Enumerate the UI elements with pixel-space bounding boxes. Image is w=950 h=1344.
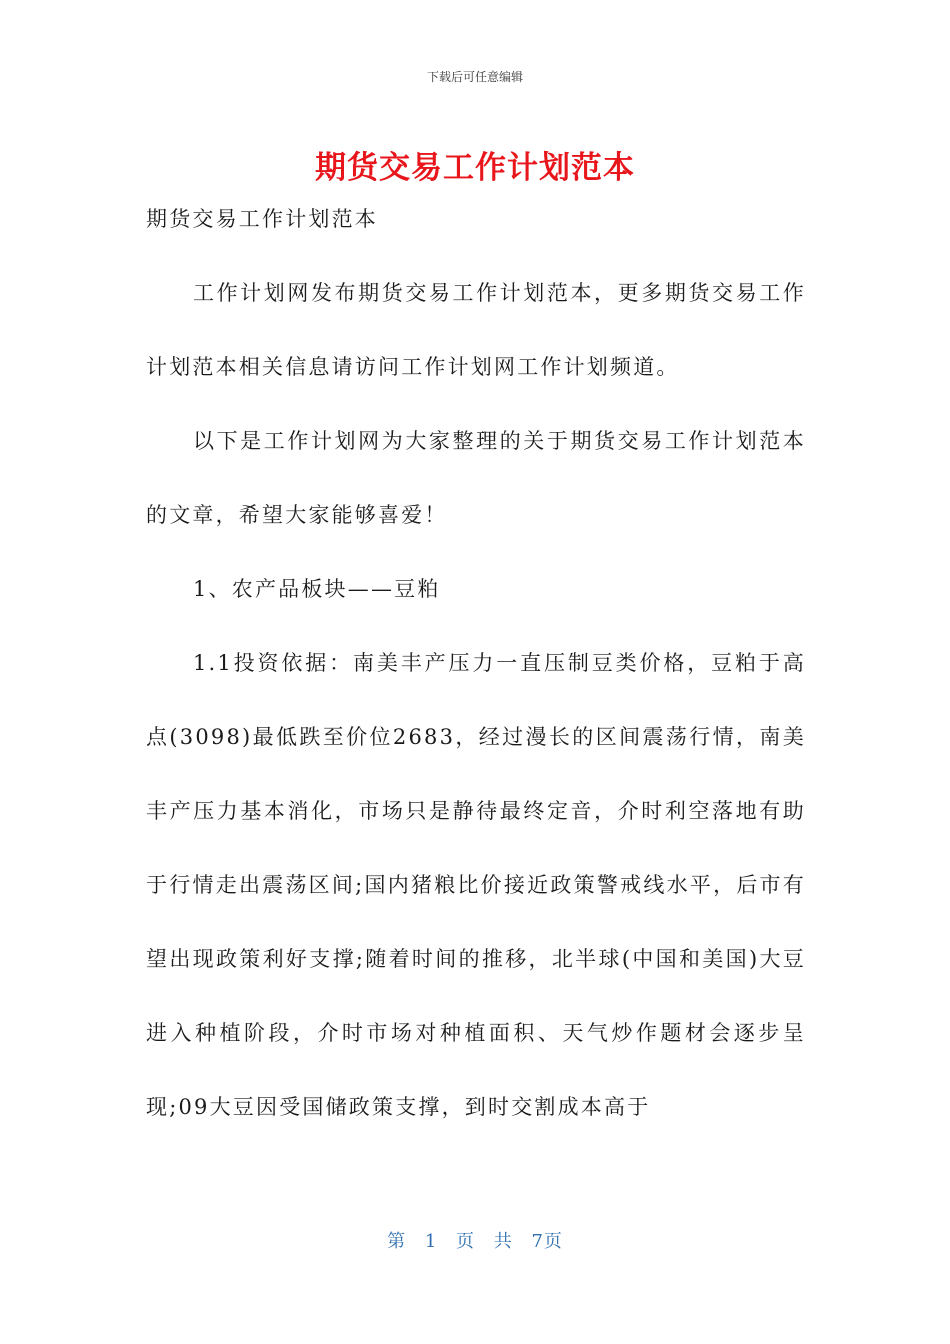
page-label-mid: 页 [456,1231,475,1252]
document-body [146,182,806,1144]
page-label-prefix: 第 [387,1231,407,1252]
total-label: 共 [493,1231,513,1252]
header-note: 下载后可任意编辑 [426,70,523,84]
page-footer [0,1227,950,1253]
document-title: 期货交易工作计划范本 [315,150,635,186]
paragraph-intro: 工作计划网发布期货交易工作计划范本，更多期货交易工作计划范本相关信息请访问工作计划网工作计划频道。 [146,281,806,379]
current-page-number: 1 [424,1231,438,1252]
total-pages: 7页 [531,1231,563,1252]
paragraph-investment-basis: 1.1投资依据：南美丰产压力一直压制豆类价格，豆粕于高点(3098)最低跌至价位2683，经过漫长的区间震荡行情，南美丰产压力基本消化，市场只是静待最终定音，介时利空落地有助于行情走出震荡区间;国内猪粮比价接近政策警戒线水平，后市有望出现政策利好支撑;随着时间的推移，北半球(中国和美国)大豆进入种植阶段，介时市场对种植面积、天气炒作题材会逐步呈现;09大豆因受国储政策支撑，到时交割成本高于 [146,651,806,1119]
paragraph-preface: 以下是工作计划网为大家整理的关于期货交易工作计划范本的文章，希望大家能够喜爱！ [146,429,806,527]
paragraph-subtitle: 期货交易工作计划范本 [146,207,378,231]
section-heading: 1、农产品板块——豆粕 [193,577,441,601]
